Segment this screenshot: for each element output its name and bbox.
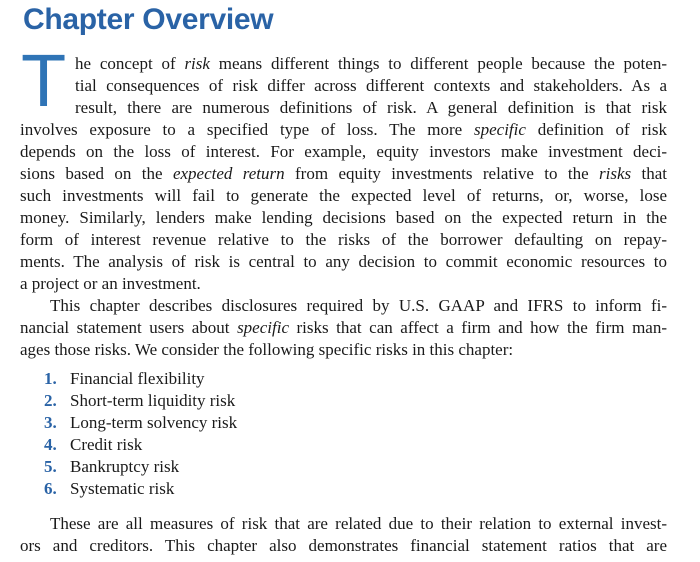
paragraph-1-line-8: money. Similarly, lenders make lending decisions based on the expected return in the: [20, 208, 667, 227]
paragraph-1-line-9: form of interest revenue relative to the risks of the borrower defaulting on repay-: [20, 230, 667, 249]
list-label: Credit risk: [70, 435, 143, 454]
list-label: Long-term solvency risk: [70, 413, 238, 432]
paragraph-1-line-3: result, there are numerous definitions of risk. A general definition is that risk: [75, 98, 667, 117]
list-item: [44, 369, 205, 389]
paragraph-1-line-7: such investments will fail to generate the expected level of returns, or, worse, lose: [20, 186, 667, 205]
list-label: Short-term liquidity risk: [70, 391, 236, 410]
paragraph-1-line-4: involves exposure to a specified type of loss. The more specific definition of risk: [20, 120, 667, 139]
list-label: Bankruptcy risk: [70, 457, 180, 476]
chapter-heading: Chapter Overview: [23, 3, 274, 36]
list-label: Financial flexibility: [70, 369, 205, 388]
paragraph-1-line-10: ments. The analysis of risk is central to any decision to commit economic resources to: [20, 252, 667, 271]
paragraph-3-line-2: ors and creditors. This chapter also demonstrates financial statement ratios that are: [20, 536, 667, 555]
paragraph-2-line-1: This chapter describes disclosures required by U.S. GAAP and IFRS to inform fi-: [50, 296, 667, 315]
paragraph-1-line-1: he concept of risk means different things to different people because the poten-: [75, 54, 667, 73]
list-item: [44, 435, 142, 455]
list-item: [44, 413, 237, 433]
paragraph-1-line-11: a project or an investment.: [20, 274, 201, 293]
drop-cap-letter: T: [21, 39, 67, 122]
list-number: 5.: [44, 457, 57, 476]
paragraph-2-line-3: ages those risks. We consider the following specific risks in this chapter:: [20, 340, 514, 359]
list-number: 1.: [44, 369, 57, 388]
paragraph-1-line-5: depends on the loss of interest. For example, equity investors make investment deci-: [20, 142, 667, 161]
list-number: 4.: [44, 435, 57, 454]
list-number: 2.: [44, 391, 57, 410]
paragraph-3-line-1: These are all measures of risk that are related due to their relation to external invest-: [50, 514, 667, 533]
list-item: [44, 457, 179, 477]
list-label: Systematic risk: [70, 479, 175, 498]
list-item: [44, 391, 235, 411]
paragraph-2-line-2: nancial statement users about specific risks that can affect a firm and how the firm man-: [20, 318, 667, 337]
list-number: 3.: [44, 413, 57, 432]
list-item: [44, 479, 174, 499]
paragraph-1-line-2: tial consequences of risk differ across different contexts and stakeholders. As a: [75, 76, 667, 95]
list-number: 6.: [44, 479, 57, 498]
paragraph-1-line-6: sions based on the expected return from equity investments relative to the risks that: [20, 164, 667, 183]
